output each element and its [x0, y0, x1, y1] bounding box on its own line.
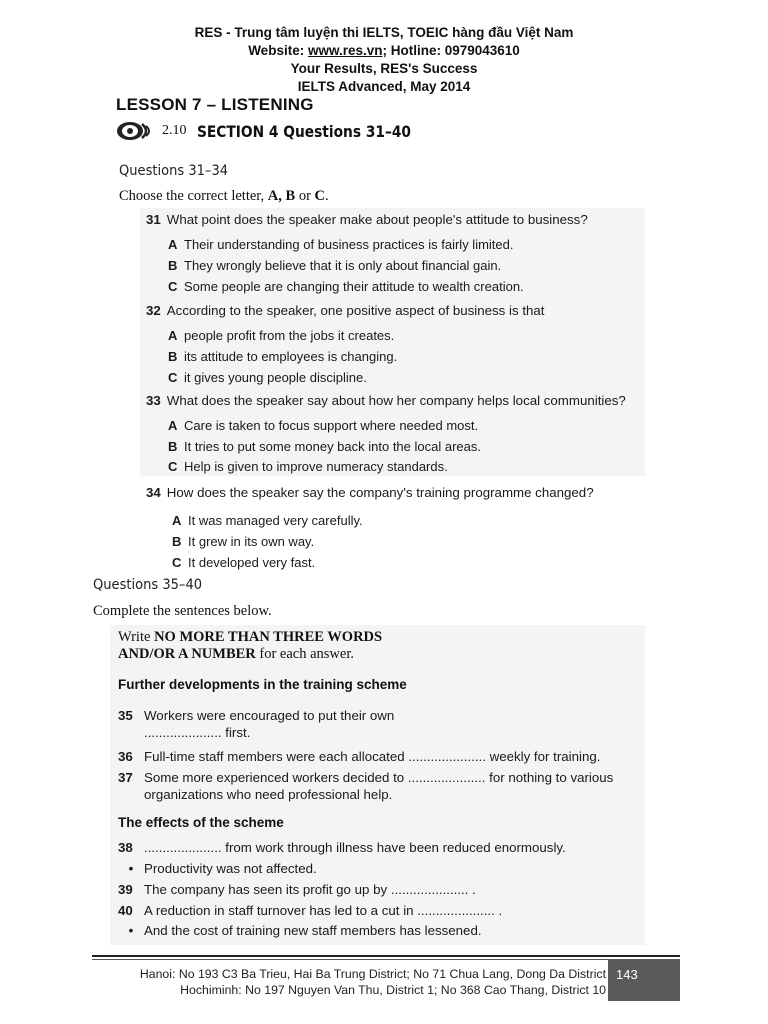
- answer-blank-35[interactable]: ..................... first.: [144, 725, 251, 740]
- header-contact: Website: www.res.vn; Hotline: 0979043610: [248, 43, 520, 58]
- footer-rule-thin: [92, 959, 680, 960]
- footer-hochiminh: Hochiminh: No 197 Nguyen Van Thu, District 1; No 368 Cao Thang, District 10: [180, 983, 606, 997]
- question-34: 34 How does the speaker say the company's training programme changed?: [146, 485, 594, 500]
- heading-further-developments: Further developments in the training scheme: [118, 677, 407, 692]
- option-33b[interactable]: B It tries to put some money back into the local areas.: [168, 439, 481, 454]
- option-32b[interactable]: B its attitude to employees is changing.: [168, 349, 398, 364]
- option-34b[interactable]: B It grew in its own way.: [172, 534, 315, 549]
- option-34a[interactable]: A It was managed very carefully.: [172, 513, 363, 528]
- question-32: 32 According to the speaker, one positive aspect of business is that: [146, 303, 545, 318]
- option-31a[interactable]: A Their understanding of business practices is fairly limited.: [168, 237, 514, 252]
- option-31c[interactable]: C Some people are changing their attitude to wealth creation.: [168, 279, 524, 294]
- sentence-40: 40 A reduction in staff turnover has led to a cut in ..................... .: [118, 903, 503, 918]
- track-number: 2.10: [162, 123, 187, 138]
- option-31b[interactable]: B They wrongly believe that it is only about financial gain.: [168, 258, 502, 273]
- part1-instruction: Choose the correct letter, A, B or C.: [119, 188, 329, 204]
- footer-rule: [92, 955, 680, 957]
- header-slogan: Your Results, RES's Success: [290, 61, 478, 76]
- footer-hanoi: Hanoi: No 193 C3 Ba Trieu, Hai Ba Trung District; No 71 Chua Lang, Dong Da District: [139, 967, 606, 981]
- word-limit-instruction: Write NO MORE THAN THREE WORDS AND/OR A NUMBER for each answer.: [118, 629, 383, 662]
- footer-addresses: [92, 966, 606, 998]
- section-title: SECTION 4 Questions 31–40: [196, 121, 411, 141]
- part2-instruction: Complete the sentences below.: [93, 603, 272, 619]
- sentence-38: 38 ..................... from work through illness have been reduced enormously.: [118, 840, 566, 855]
- page-number: 143: [616, 967, 638, 982]
- bullet-icon: •: [128, 861, 134, 876]
- sentence-37: 37 Some more experienced workers decided to ..................... for nothing to various organizations who need professional help.: [118, 770, 614, 802]
- page-header: [0, 24, 768, 96]
- question-33: 33 What does the speaker say about how her company helps local communities?: [146, 393, 626, 408]
- header-course: IELTS Advanced, May 2014: [297, 79, 471, 94]
- page-number-box: [608, 959, 680, 1001]
- sentence-39: 39 The company has seen its profit go up by ..................... .: [118, 882, 476, 897]
- header-org: RES - Trung tâm luyện thi IELTS, TOEIC hàng đầu Việt Nam: [194, 25, 574, 40]
- website-link[interactable]: www.res.vn: [307, 43, 383, 58]
- sentence-35: 35 Workers were encouraged to put their own ..................... first.: [118, 708, 395, 740]
- option-32a[interactable]: A people profit from the jobs it creates.: [168, 328, 395, 343]
- option-33a[interactable]: A Care is taken to focus support where needed most.: [168, 418, 479, 433]
- option-32c[interactable]: C it gives young people discipline.: [168, 370, 367, 385]
- questions-35-40-title: Questions 35–40: [93, 577, 203, 593]
- sentence-36: 36 Full-time staff members were each allocated ..................... weekly for training.: [118, 749, 601, 764]
- heading-effects: The effects of the scheme: [118, 815, 284, 830]
- questions-31-34-title: Questions 31–34: [119, 163, 229, 179]
- question-31: 31 What point does the speaker make about people's attitude to business?: [146, 212, 588, 227]
- bullet-productivity: • Productivity was not affected.: [118, 860, 317, 877]
- option-33c[interactable]: C Help is given to improve numeracy standards.: [168, 459, 448, 474]
- section-heading: [116, 120, 445, 142]
- audio-cd-icon: [116, 121, 154, 141]
- option-34c[interactable]: C It developed very fast.: [172, 555, 316, 570]
- lesson-title: LESSON 7 – LISTENING: [116, 95, 314, 114]
- bullet-training-cost: • And the cost of training new staff members has lessened.: [118, 922, 482, 939]
- bullet-icon: •: [128, 923, 134, 938]
